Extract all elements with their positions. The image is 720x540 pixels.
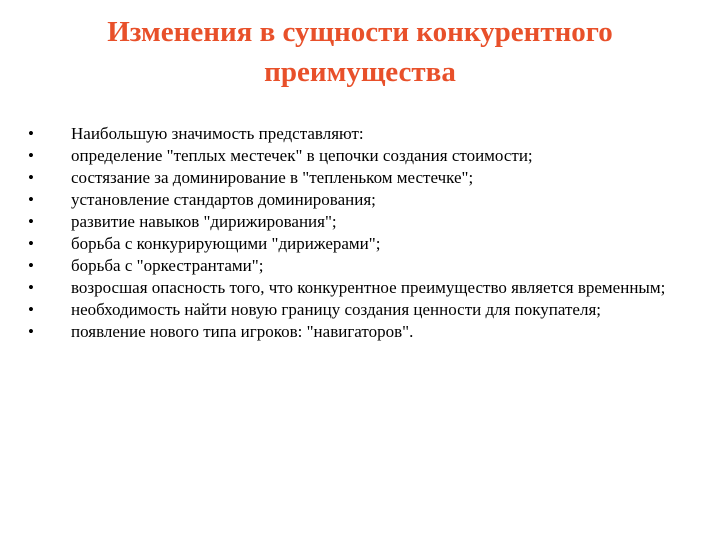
bullet-list: [28, 124, 678, 344]
bullet-icon: •: [28, 256, 34, 275]
list-item: [28, 234, 678, 254]
list-item: [28, 168, 678, 188]
list-item: [28, 146, 678, 166]
list-item: [28, 300, 678, 320]
bullet-icon: •: [28, 234, 34, 253]
list-item-text: определение "теплых местечек" в цепочки создания стоимости;: [71, 146, 533, 165]
list-item: [28, 278, 678, 298]
list-item-text: возросшая опасность того, что конкурентное преимущество является временным;: [71, 278, 666, 297]
list-item-text: Наибольшую значимость представляют:: [71, 124, 364, 143]
bullet-icon: •: [28, 300, 34, 319]
list-item: [28, 212, 678, 232]
list-item: [28, 322, 678, 342]
list-item-text: появление нового типа игроков: "навигаторов".: [71, 322, 414, 341]
bullet-icon: •: [28, 278, 34, 297]
list-item-text: состязание за доминирование в "тепленьком местечке";: [71, 168, 474, 187]
list-item-text: борьба с конкурирующими "дирижерами";: [71, 234, 381, 253]
bullet-icon: •: [28, 146, 34, 165]
bullet-icon: •: [28, 212, 34, 231]
slide-title: Изменения в сущности конкурентного преимущества: [107, 16, 613, 88]
bullet-icon: •: [28, 124, 34, 143]
list-item-text: развитие навыков "дирижирования";: [71, 212, 337, 231]
list-item-text: борьба с "оркестрантами";: [71, 256, 264, 275]
list-item: [28, 256, 678, 276]
list-item-text: установление стандартов доминирования;: [71, 190, 376, 209]
bullet-icon: •: [28, 168, 34, 187]
list-item: [28, 190, 678, 210]
list-item: [28, 124, 678, 144]
bullet-icon: •: [28, 190, 34, 209]
list-item-text: необходимость найти новую границу создания ценности для покупателя;: [71, 300, 602, 319]
bullet-icon: •: [28, 322, 34, 341]
